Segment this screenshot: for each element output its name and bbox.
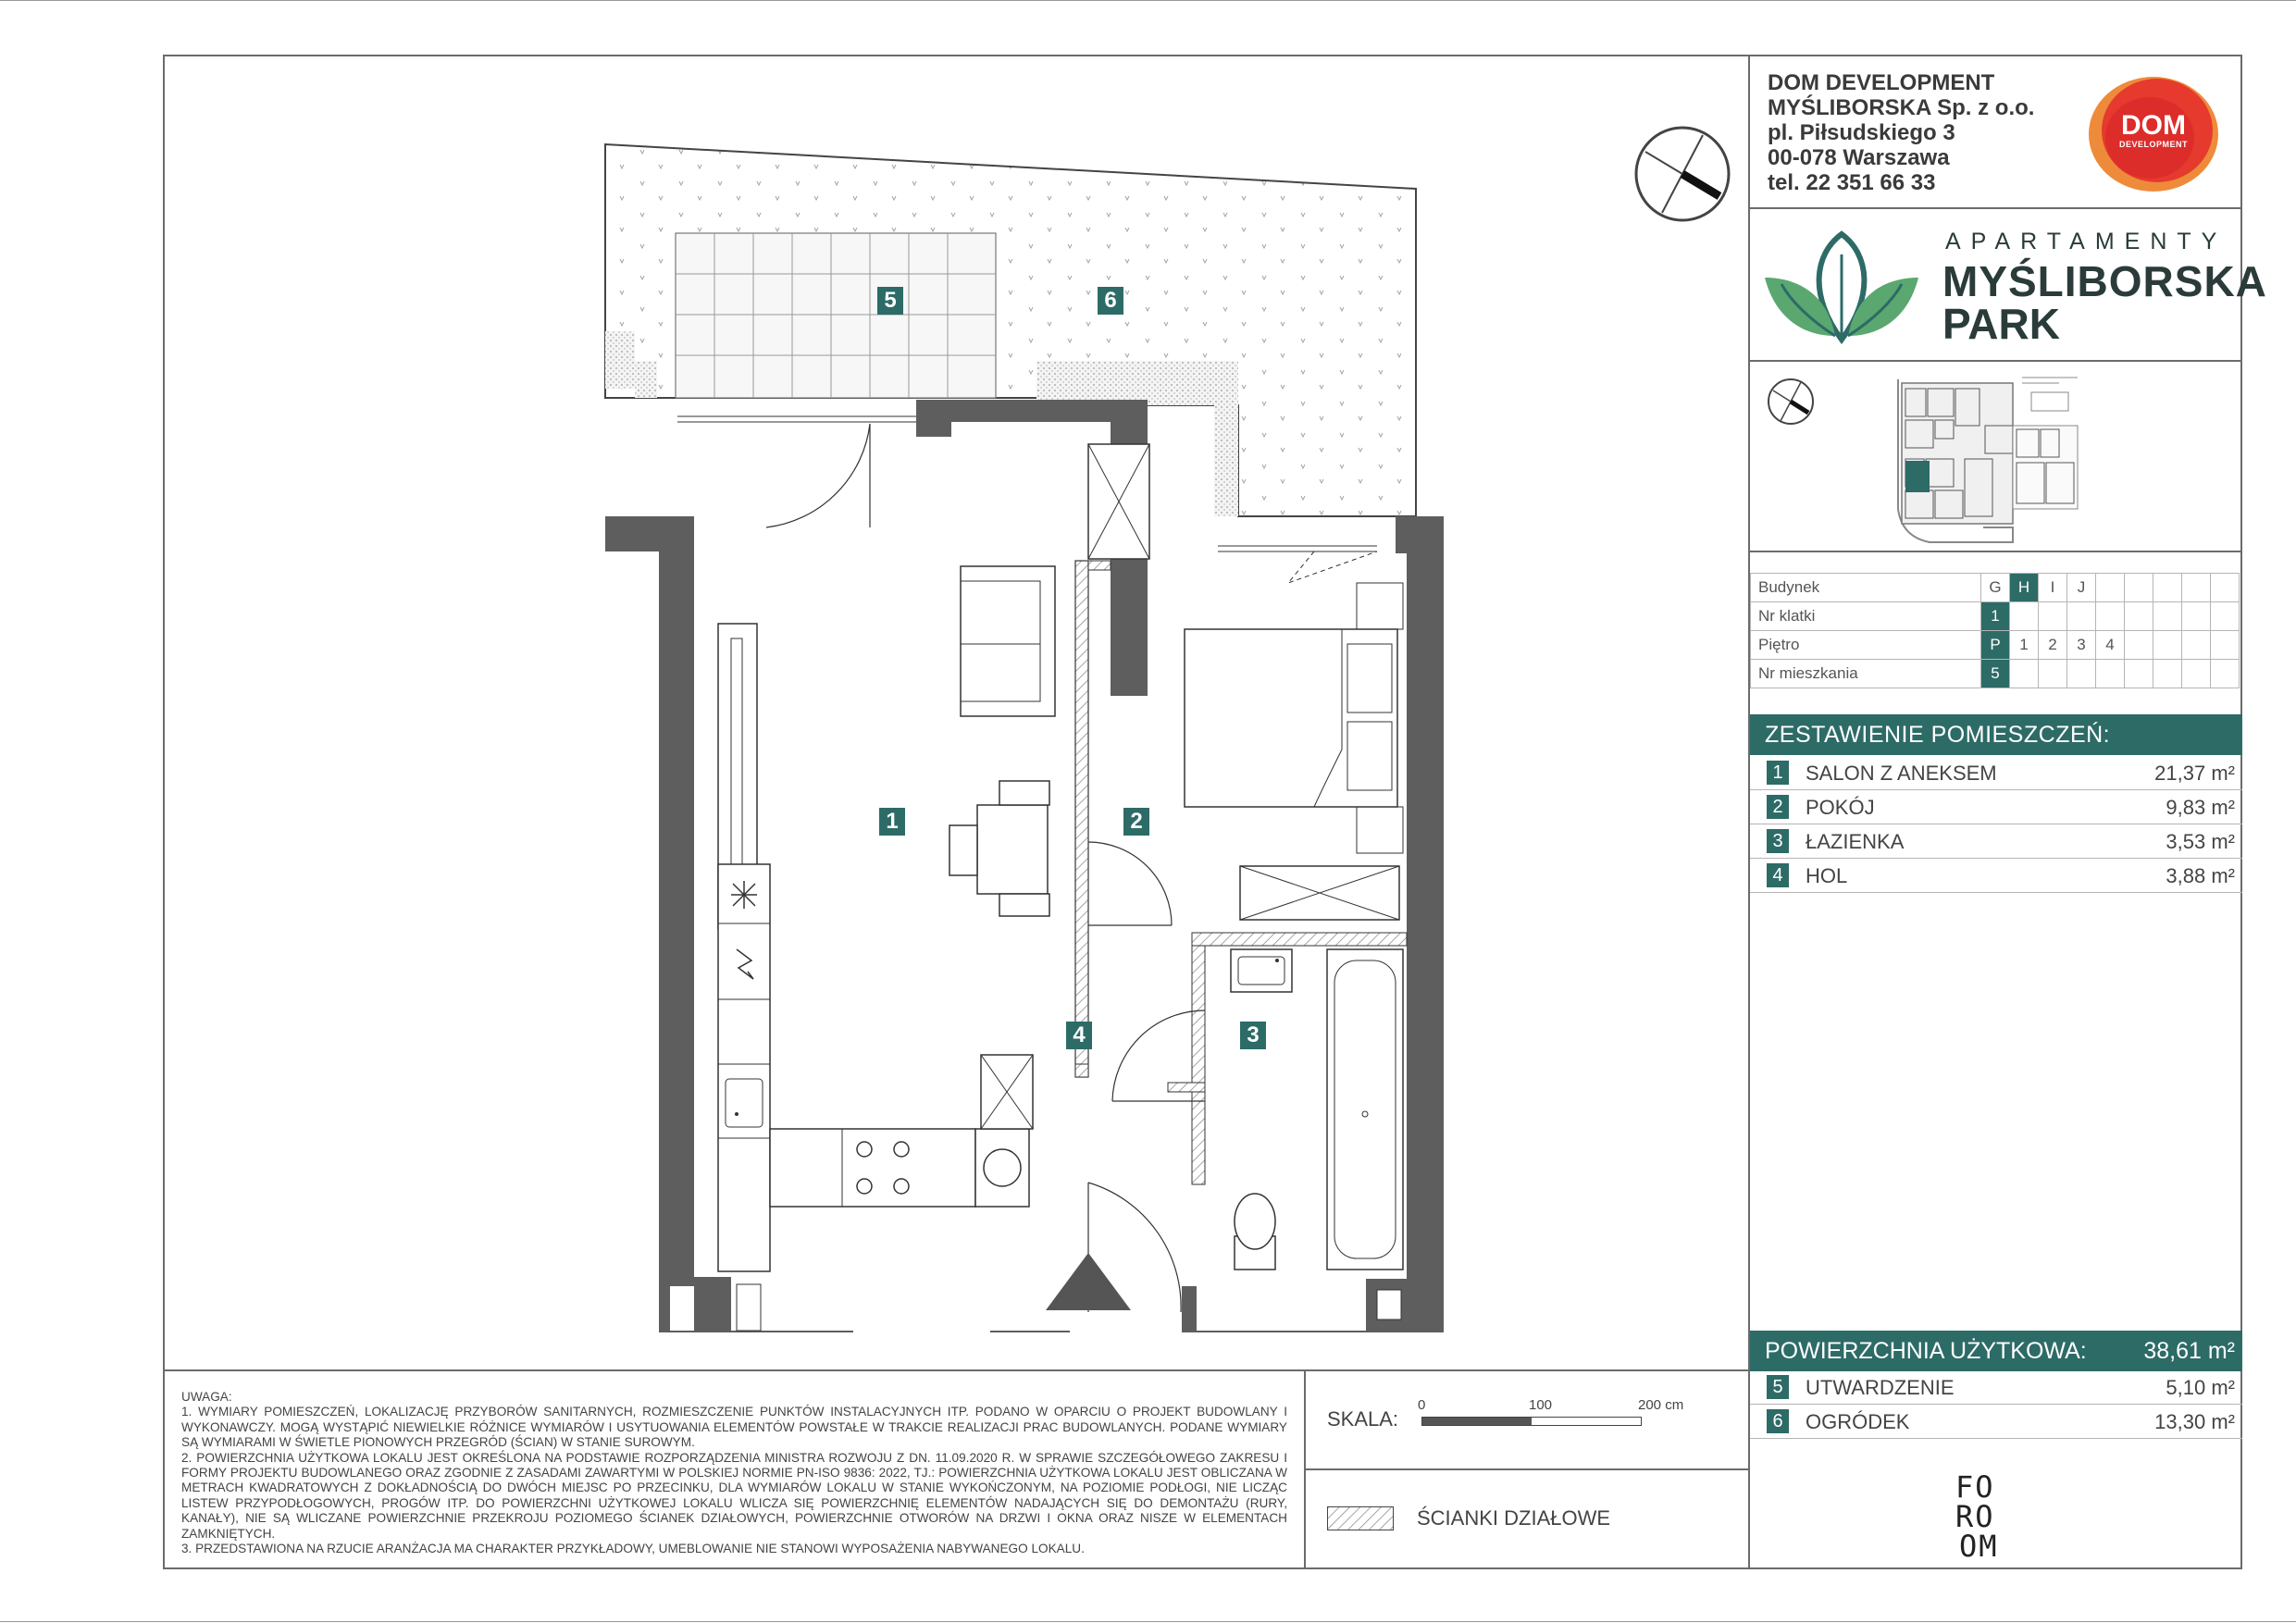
plan-label-4: 4 — [1066, 1022, 1092, 1049]
info-cell — [2125, 574, 2153, 602]
room-area: 13,30 m² — [2154, 1410, 2235, 1433]
room-area: 9,83 m² — [2166, 796, 2235, 819]
leaf-icon — [1763, 227, 1920, 347]
rooms-header: ZESTAWIENIE POMIESZCZEŃ: — [1750, 714, 2242, 755]
project-logo — [1763, 227, 2267, 348]
info-row-label: Nr klatki — [1751, 602, 1981, 631]
info-cell — [2010, 602, 2039, 631]
info-cell: 1 — [2010, 631, 2039, 660]
info-cell — [2153, 574, 2182, 602]
room-name: SALON Z ANEKSEM — [1806, 762, 1997, 785]
info-row — [1751, 602, 2240, 631]
info-cell — [2182, 631, 2211, 660]
scale-tick-100: 100 — [1529, 1397, 1553, 1413]
info-row-label: Piętro — [1751, 631, 1981, 660]
info-row — [1751, 660, 2240, 688]
room-number: 6 — [1767, 1409, 1789, 1433]
project-name-line3: PARK — [1942, 300, 2060, 348]
notes — [181, 1390, 1287, 1556]
scale-label: SKALA: — [1327, 1407, 1399, 1431]
info-cell: 1 — [1981, 602, 2010, 631]
plan-label-2: 2 — [1123, 808, 1149, 836]
plan-label-3: 3 — [1240, 1022, 1266, 1049]
room-name: HOL — [1806, 864, 1848, 887]
info-cell — [2067, 602, 2096, 631]
bottom-divider — [163, 1369, 1750, 1371]
info-cell — [2211, 602, 2240, 631]
plan-label-5: 5 — [877, 287, 903, 315]
info-cell — [2039, 602, 2067, 631]
info-cell: 4 — [2096, 631, 2125, 660]
info-cell — [2182, 574, 2211, 602]
notes-title: UWAGA: — [181, 1390, 232, 1404]
scale-tick-0: 0 — [1418, 1397, 1426, 1413]
info-cell: G — [1981, 574, 2010, 602]
info-cell — [2067, 660, 2096, 688]
info-cell — [2182, 660, 2211, 688]
floor-plan — [592, 139, 1444, 1332]
note-2: 2. POWIERZCHNIA UŻYTKOWA LOKALU JEST OKREŚLONA NA PODSTAWIE ROZPORZĄDZENIA MINISTRA ROZWOJU Z DN. 11.09.2020 R. W SPRAWIE SZCZEGÓŁOWEGO ZAKRESU I FORMY PROJEKTU BUDOWLANEGO ORAZ ZGODNIE Z ZASADAMI ZAWARTYMI W POLSKIEJ NORMIE PN-ISO 9836: 2022, TJ.: POWIERZCHNIA UŻYTKOWA LOKALU JEST OBLICZANA W METRACH KWADRATOWYCH Z DOKŁADNOŚCIĄ DO DWÓCH MIEJSC PO PRZECINKU, DLA WYMIARÓW LOKALU W STANIE WYKOŃCZONYM, NA POZIOMIE PODŁOGI, NIE LICZĄC LISTEW PRZYPODŁOGOWYCH, PROGÓW ITP. DO POWIERZCHNI UŻYTKOWEJ LOKALU WLICZA SIĘ POWIERZCHNIĘ ELEMENTÓW NADAJĄCYCH SIĘ DO DEMONTAŻU (RURY, KANAŁY), NIE SĄ WLICZANE POWIERZCHNIE PRZEKROJU POZIOMEGO ŚCIANEK DZIAŁOWYCH, POWIERZCHNIE OTWORÓW NA DRZWI I OKNA ORAZ NISZE W ELEMENTACH ZAMKNIĘTYCH. — [181, 1450, 1287, 1541]
info-cell — [2096, 574, 2125, 602]
room-number: 5 — [1767, 1375, 1789, 1399]
compass-small-icon — [1766, 377, 1816, 427]
compass-north-icon — [1632, 124, 1732, 224]
info-cell — [2153, 631, 2182, 660]
info-cell — [2153, 602, 2182, 631]
project-name-line2: MYŚLIBORSKA — [1942, 257, 2267, 305]
note-3: 3. PRZEDSTAWIONA NA RZUCIE ARANŻACJA MA CHARAKTER PRZYKŁADOWY, UMEBLOWANIE NIE STANOWI WYPOSAŻENIA NABYWANEGO LOKALU. — [181, 1542, 1085, 1556]
dom-development-logo: DOM DEVELOPMENT — [2085, 73, 2222, 195]
company-phone: tel. 22 351 66 33 — [1768, 170, 1936, 195]
scale-bar — [1421, 1417, 1642, 1426]
plan-label-6: 6 — [1098, 287, 1123, 315]
unit-info-table — [1750, 573, 2240, 688]
company-name: DOM DEVELOPMENT — [1768, 70, 1995, 95]
info-cell — [2182, 602, 2211, 631]
info-cell: 2 — [2039, 631, 2067, 660]
room-row — [1750, 757, 2242, 790]
info-cell: 5 — [1981, 660, 2010, 688]
company-street: pl. Piłsudskiego 3 — [1768, 120, 1955, 145]
info-cell: P — [1981, 631, 2010, 660]
info-row-label: Nr mieszkania — [1751, 660, 1981, 688]
info-cell: I — [2039, 574, 2067, 602]
info-cell — [2125, 660, 2153, 688]
usable-area-value: 38,61 m² — [2143, 1338, 2235, 1364]
room-name: UTWARDZENIE — [1806, 1376, 1955, 1399]
info-cell — [2096, 660, 2125, 688]
info-row — [1751, 574, 2240, 602]
company-legal-name: MYŚLIBORSKA Sp. z o.o. — [1768, 95, 2035, 120]
room-row — [1750, 825, 2242, 859]
room-row — [1750, 1371, 2242, 1405]
note-1: 1. WYMIARY POMIESZCZEŃ, LOKALIZACJĘ PRZYBORÓW SANITARNYCH, ROZMIESZCZENIE PUNKTÓW INSTALACYJNYCH ITP. PODANO W OPARCIU O PROJEKT BUDOWLANY I WYKONAWCZY. MOGĄ WYSTĄPIĆ NIEWIELKIE RÓŻNICE WYMIARÓW I USYTUOWANIA ELEMENTÓW POWSTAŁE W TRAKCIE REALIZACJI PRAC BUDOWLANYCH. PODANE WYMIARY SĄ WYMIARAMI W ŚWIETLE PIONOWYCH PRZEGRÓD (ŚCIAN) W STANIE SUROWYM. — [181, 1405, 1287, 1450]
room-area: 21,37 m² — [2154, 762, 2235, 785]
scale-tick-200: 200 cm — [1638, 1397, 1684, 1413]
room-name: OGRÓDEK — [1806, 1410, 1910, 1433]
info-cell — [2153, 660, 2182, 688]
project-name-line1: APARTAMENTY — [1945, 229, 2228, 254]
info-cell: H — [2010, 574, 2039, 602]
info-cell — [2125, 602, 2153, 631]
room-number: 2 — [1767, 795, 1789, 819]
room-row — [1750, 1406, 2242, 1439]
info-cell — [2125, 631, 2153, 660]
legend-label: ŚCIANKI DZIAŁOWE — [1417, 1506, 1611, 1530]
info-cell: 3 — [2067, 631, 2096, 660]
info-cell — [2010, 660, 2039, 688]
plan-label-1: 1 — [879, 808, 905, 836]
room-row — [1750, 860, 2242, 893]
foroom-logo: FO RO OM — [1955, 1469, 1999, 1564]
partition-wall-swatch — [1327, 1506, 1394, 1530]
company-city: 00-078 Warszawa — [1768, 145, 1950, 170]
room-area: 3,53 m² — [2166, 830, 2235, 853]
room-number: 1 — [1767, 761, 1789, 785]
usable-area-label: POWIERZCHNIA UŻYTKOWA: — [1765, 1338, 2087, 1364]
info-cell — [2039, 660, 2067, 688]
company-info — [1768, 70, 2034, 195]
info-cell — [2096, 602, 2125, 631]
room-number: 3 — [1767, 829, 1789, 853]
room-number: 4 — [1767, 863, 1789, 887]
key-plan-thumbnail — [1874, 370, 2082, 546]
info-cell — [2211, 574, 2240, 602]
info-cell — [2211, 631, 2240, 660]
room-name: POKÓJ — [1806, 796, 1875, 819]
room-row — [1750, 791, 2242, 824]
info-cell — [2211, 660, 2240, 688]
usable-area-bar — [1750, 1331, 2242, 1371]
room-area: 3,88 m² — [2166, 864, 2235, 887]
info-cell: J — [2067, 574, 2096, 602]
room-area: 5,10 m² — [2166, 1376, 2235, 1399]
info-row — [1751, 631, 2240, 660]
info-row-label: Budynek — [1751, 574, 1981, 602]
room-name: ŁAZIENKA — [1806, 830, 1905, 853]
